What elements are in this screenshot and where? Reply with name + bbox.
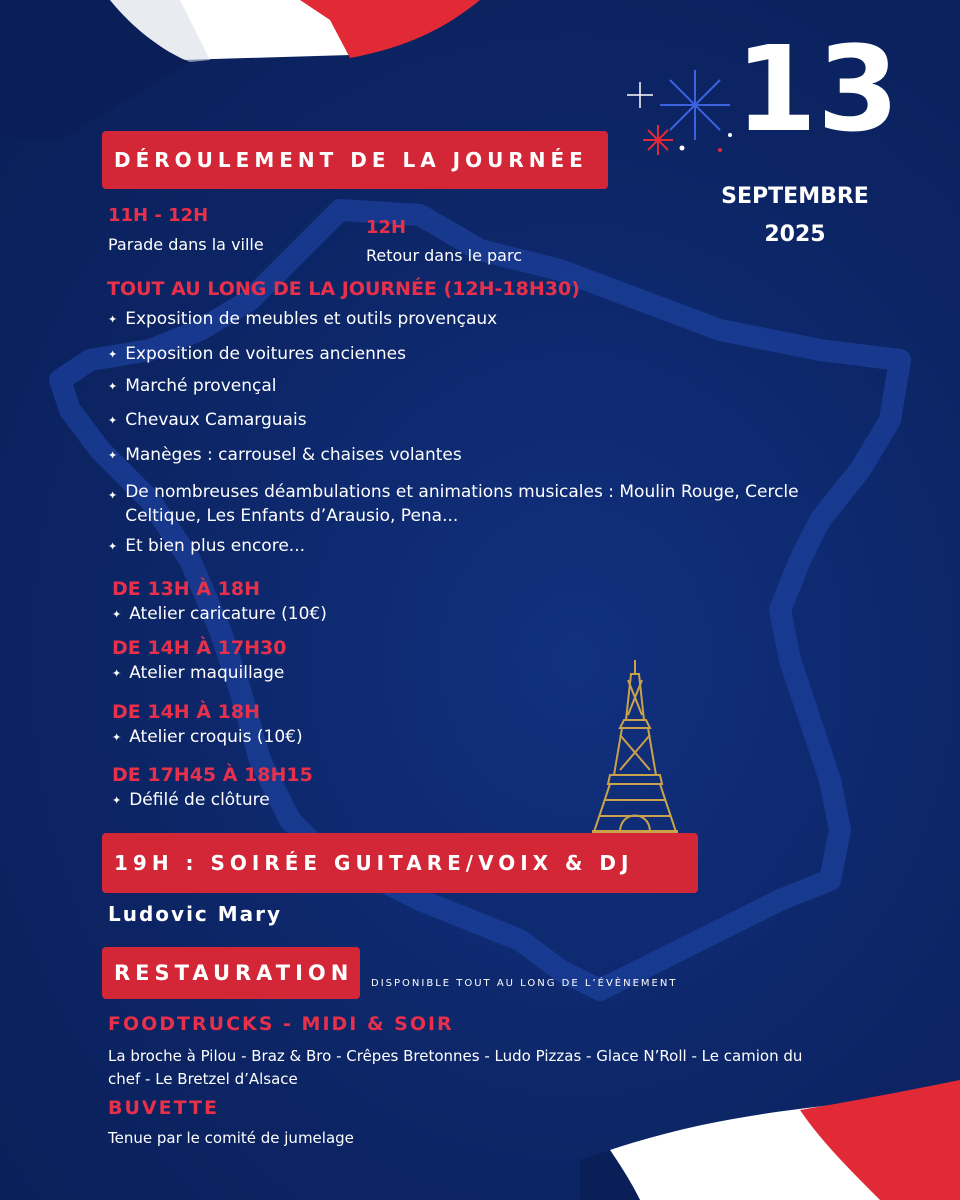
date-day: 13 [735, 20, 900, 158]
all-day-title: TOUT AU LONG DE LA JOURNÉE (12H-18H30) [107, 278, 580, 300]
sparkle-icon: ✦ [108, 540, 118, 553]
slot1-label: Parade dans la ville [108, 235, 264, 254]
soiree-banner [102, 833, 698, 893]
soiree-artist: Ludovic Mary [108, 902, 283, 926]
workshop-time: DE 14H À 17H30 [112, 637, 287, 659]
slot2-time: 12H [366, 217, 407, 238]
buvette-title: BUVETTE [108, 1097, 219, 1119]
sparkle-icon: ✦ [108, 380, 118, 393]
sparkle-icon: ✦ [112, 667, 122, 680]
foodtrucks-title: FOODTRUCKS - MIDI & SOIR [108, 1013, 454, 1035]
list-item: ✦ De nombreuses déambulations et animations musicales : Moulin Rouge, Cercle Celtique, Les Enfants d’Arausio, Pena... [108, 482, 799, 526]
france-flag-icon [0, 0, 480, 150]
soiree-title: 19H : SOIRÉE GUITARE/VOIX & DJ [114, 851, 634, 875]
sparkle-icon: ✦ [112, 731, 122, 744]
slot2-label: Retour dans le parc [366, 246, 522, 265]
list-item: ✦ Marché provençal [108, 376, 277, 396]
workshop-time: DE 13H À 18H [112, 578, 260, 600]
list-item: ✦ Exposition de voitures anciennes [108, 344, 406, 364]
eiffel-tower-icon [590, 660, 680, 835]
firework-icon [620, 60, 740, 170]
list-item: ✦ Exposition de meubles et outils provençaux [108, 309, 498, 329]
date-year: 2025 [764, 222, 826, 247]
list-item: ✦ Chevaux Camarguais [108, 410, 307, 430]
sparkle-icon: ✦ [108, 489, 118, 502]
restauration-banner [102, 947, 360, 999]
deroulement-banner [102, 131, 608, 189]
sparkle-icon: ✦ [112, 608, 122, 621]
list-item: ✦ Et bien plus encore... [108, 536, 305, 556]
sparkle-icon: ✦ [108, 449, 118, 462]
workshop-label: ✦ Défilé de clôture [112, 790, 270, 810]
date-month: SEPTEMBRE [721, 184, 869, 209]
deroulement-title: DÉROULEMENT DE LA JOURNÉE [114, 148, 588, 172]
buvette-text: Tenue par le comité de jumelage [108, 1129, 354, 1147]
sparkle-icon: ✦ [108, 414, 118, 427]
workshop-label: ✦ Atelier caricature (10€) [112, 604, 327, 624]
france-flag-icon [580, 1080, 960, 1200]
workshop-time: DE 17H45 À 18H15 [112, 764, 313, 786]
workshop-time: DE 14H À 18H [112, 701, 260, 723]
slot1-time: 11H - 12H [108, 205, 209, 226]
sparkle-icon: ✦ [112, 794, 122, 807]
list-item: ✦ Manèges : carrousel & chaises volantes [108, 445, 462, 465]
workshop-label: ✦ Atelier maquillage [112, 663, 285, 683]
sparkle-icon: ✦ [108, 313, 118, 326]
restauration-title: RESTAURATION [114, 961, 354, 985]
workshop-label: ✦ Atelier croquis (10€) [112, 727, 303, 747]
sparkle-icon: ✦ [108, 348, 118, 361]
foodtrucks-list: La broche à Pilou - Braz & Bro - Crêpes Bretonnes - Ludo Pizzas - Glace N’Roll - Le camion du chef - Le Bretzel d’Alsace [108, 1047, 803, 1088]
restauration-note: DISPONIBLE TOUT AU LONG DE L’ÉVÈNEMENT [371, 978, 678, 989]
